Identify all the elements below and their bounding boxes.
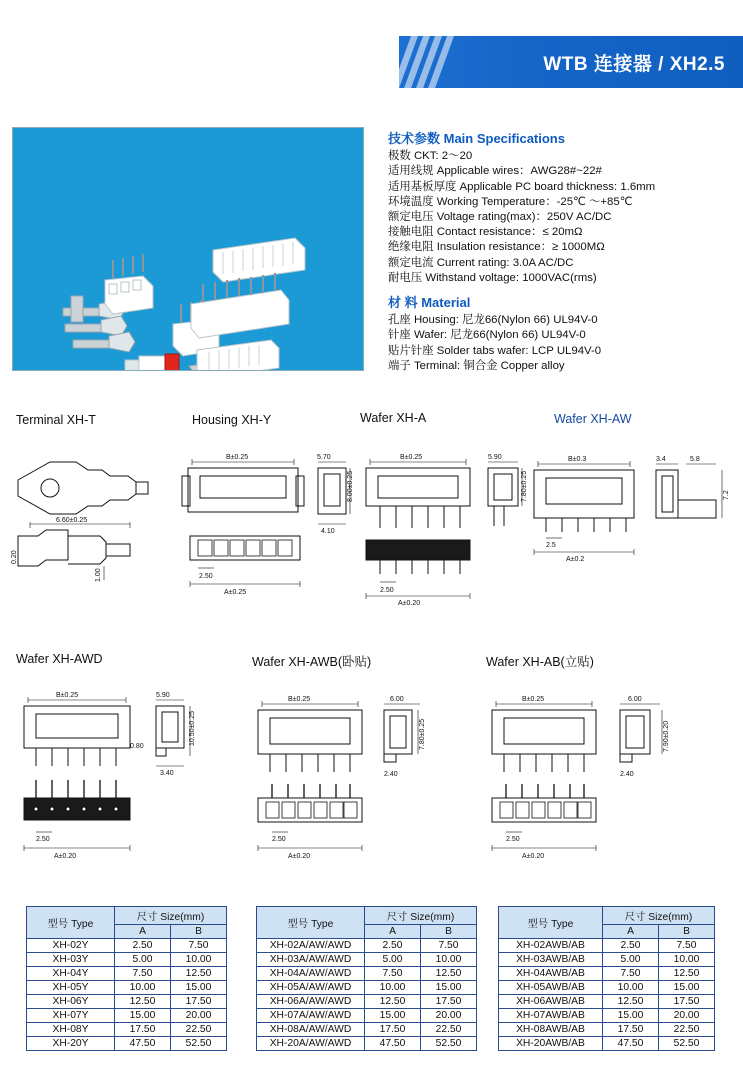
label-wafer-xh-awb: Wafer XH-AWB(卧贴) [252, 655, 372, 669]
svg-text:4.10: 4.10 [321, 528, 335, 535]
svg-text:A±0.25: A±0.25 [224, 589, 247, 596]
cell-type: XH-20AWB/AB [499, 1037, 603, 1051]
table-y [26, 906, 227, 1051]
cell-type: XH-06Y [27, 995, 115, 1009]
table-row [499, 1023, 715, 1037]
material-terminal: 端子 Terminal: 铜合金 Copper alloy [388, 359, 565, 372]
cell-b: 15.00 [659, 981, 715, 995]
cell-type: XH-03AWB/AB [499, 953, 603, 967]
svg-text:2.40: 2.40 [620, 771, 634, 778]
cell-type: XH-07A/AW/AWD [257, 1009, 365, 1023]
cell-b: 52.50 [659, 1037, 715, 1051]
cell-b: 22.50 [171, 1023, 227, 1037]
table-row [499, 1037, 715, 1051]
cell-a: 2.50 [365, 939, 421, 953]
cell-type: XH-20Y [27, 1037, 115, 1051]
cell-type: XH-04AWB/AB [499, 967, 603, 981]
svg-text:A±0.20: A±0.20 [398, 600, 421, 605]
svg-text:6.60±0.25: 6.60±0.25 [56, 517, 88, 524]
table-row [27, 981, 227, 995]
th-b: B [659, 925, 715, 939]
svg-text:A±0.20: A±0.20 [54, 853, 77, 860]
table-row [27, 953, 227, 967]
svg-text:3.4: 3.4 [656, 456, 666, 463]
table-row [27, 967, 227, 981]
cell-a: 47.50 [365, 1037, 421, 1051]
product-photo-panel [12, 127, 364, 371]
table-row [499, 995, 715, 1009]
table-row [257, 939, 477, 953]
material-housing: 孔座 Housing: 尼龙66(Nylon 66) UL94V-0 [388, 314, 598, 327]
cell-a: 2.50 [115, 939, 171, 953]
spec-line-withstand: 耐电压 Withstand voltage: 1000VAC(rms) [388, 271, 597, 284]
svg-text:B±0.25: B±0.25 [522, 696, 545, 703]
cell-a: 17.50 [115, 1023, 171, 1037]
svg-text:2.5: 2.5 [546, 542, 556, 549]
cell-a: 12.50 [115, 995, 171, 1009]
cell-type: XH-02Y [27, 939, 115, 953]
cell-b: 10.00 [421, 953, 477, 967]
table-row [27, 939, 227, 953]
cell-type: XH-05Y [27, 981, 115, 995]
cell-a: 10.00 [603, 981, 659, 995]
label-wafer-xh-awd: Wafer XH-AWD [16, 652, 103, 666]
cell-b: 20.00 [421, 1009, 477, 1023]
table-row [257, 1009, 477, 1023]
cell-type: XH-05AWB/AB [499, 981, 603, 995]
spec-line-insulation: 绝缘电阻 Insulation resistance：≥ 1000MΩ [388, 241, 605, 254]
th-b: B [421, 925, 477, 939]
cell-b: 52.50 [171, 1037, 227, 1051]
material-wafer: 针座 Wafer: 尼龙66(Nylon 66) UL94V-0 [388, 329, 586, 342]
th-size: 尺寸 Size(mm) [603, 907, 715, 925]
cell-type: XH-03A/AW/AWD [257, 953, 365, 967]
table-row [257, 953, 477, 967]
cell-b: 7.50 [421, 939, 477, 953]
cell-type: XH-08Y [27, 1023, 115, 1037]
th-type: 型号 Type [499, 907, 603, 939]
svg-text:2.50: 2.50 [199, 573, 213, 580]
cell-b: 15.00 [421, 981, 477, 995]
cell-b: 17.50 [171, 995, 227, 1009]
cell-b: 10.00 [171, 953, 227, 967]
table-row [499, 981, 715, 995]
th-size: 尺寸 Size(mm) [365, 907, 477, 925]
cell-type: XH-08A/AW/AWD [257, 1023, 365, 1037]
label-housing-xh-y: Housing XH-Y [192, 413, 272, 427]
svg-text:7.80±0.25: 7.80±0.25 [521, 470, 528, 502]
spec-line-temp: 环境温度 Working Temperature：-25℃ ～+85℃ [388, 195, 633, 208]
table-row [27, 995, 227, 1009]
table-row [257, 967, 477, 981]
spec-line-voltage: 额定电压 Voltage rating(max)：250V AC/DC [388, 211, 612, 224]
cell-b: 17.50 [421, 995, 477, 1009]
cell-a: 17.50 [603, 1023, 659, 1037]
cell-a: 5.00 [365, 953, 421, 967]
spec-line-wires: 适用线规 Applicable wires：AWG28#~22# [388, 165, 602, 178]
svg-text:5.70: 5.70 [317, 454, 331, 461]
cell-b: 22.50 [659, 1023, 715, 1037]
svg-text:7.2: 7.2 [723, 490, 730, 500]
cell-b: 12.50 [171, 967, 227, 981]
svg-text:B±0.3: B±0.3 [568, 456, 587, 463]
cell-b: 7.50 [659, 939, 715, 953]
svg-text:2.40: 2.40 [384, 771, 398, 778]
svg-text:3.40: 3.40 [160, 770, 174, 777]
table-aw [256, 906, 477, 1051]
table-row [257, 1037, 477, 1051]
svg-text:5.8: 5.8 [690, 456, 700, 463]
drawing-housing-xh-y [178, 440, 358, 600]
th-a: A [603, 925, 659, 939]
cell-type: XH-06A/AW/AWD [257, 995, 365, 1009]
svg-text:A±0.20: A±0.20 [288, 853, 311, 860]
svg-text:B±0.25: B±0.25 [288, 696, 311, 703]
svg-text:B±0.25: B±0.25 [56, 692, 79, 699]
table-row [499, 953, 715, 967]
cell-b: 12.50 [421, 967, 477, 981]
cell-a: 2.50 [603, 939, 659, 953]
table-row [499, 967, 715, 981]
cell-type: XH-05A/AW/AWD [257, 981, 365, 995]
svg-text:5.90: 5.90 [488, 454, 502, 461]
th-type: 型号 Type [27, 907, 115, 939]
material-solder-tabs: 贴片针座 Solder tabs wafer: LCP UL94V-0 [388, 344, 602, 357]
cell-a: 47.50 [115, 1037, 171, 1051]
cell-type: XH-08AWB/AB [499, 1023, 603, 1037]
table-row [27, 1023, 227, 1037]
svg-text:2.50: 2.50 [272, 836, 286, 843]
cell-type: XH-04Y [27, 967, 115, 981]
cell-b: 17.50 [659, 995, 715, 1009]
cell-a: 7.50 [365, 967, 421, 981]
drawing-wafer-xh-a [352, 440, 532, 605]
table-row [499, 939, 715, 953]
spec-line-ckt: 极数 CKT: 2～20 [388, 150, 473, 163]
cell-type: XH-03Y [27, 953, 115, 967]
cell-type: XH-20A/AW/AWD [257, 1037, 365, 1051]
table-row [27, 1037, 227, 1051]
cell-a: 15.00 [365, 1009, 421, 1023]
cell-a: 7.50 [115, 967, 171, 981]
cell-a: 15.00 [115, 1009, 171, 1023]
svg-text:7.80±0.25: 7.80±0.25 [419, 718, 426, 750]
svg-text:10.50±0.25: 10.50±0.25 [189, 711, 196, 746]
table-row [499, 1009, 715, 1023]
svg-text:6.00: 6.00 [628, 696, 642, 703]
drawing-wafer-xh-awb [244, 680, 464, 880]
th-size: 尺寸 Size(mm) [115, 907, 227, 925]
svg-text:8.00±0.25: 8.00±0.25 [347, 470, 354, 502]
th-b: B [171, 925, 227, 939]
table-row [257, 995, 477, 1009]
cell-a: 5.00 [115, 953, 171, 967]
cell-b: 15.00 [171, 981, 227, 995]
label-wafer-xh-ab: Wafer XH-AB(立贴) [486, 655, 594, 669]
cell-a: 15.00 [603, 1009, 659, 1023]
drawing-wafer-xh-aw [520, 440, 735, 570]
cell-a: 5.00 [603, 953, 659, 967]
specs-heading: 技术参数 Main Specifications [388, 131, 565, 146]
cell-b: 7.50 [171, 939, 227, 953]
cell-a: 10.00 [115, 981, 171, 995]
label-wafer-xh-aw: Wafer XH-AW [554, 412, 632, 426]
banner-stripes [399, 36, 459, 88]
cell-b: 10.00 [659, 953, 715, 967]
specifications-block [388, 131, 736, 374]
cell-type: XH-02AWB/AB [499, 939, 603, 953]
cell-type: XH-06AWB/AB [499, 995, 603, 1009]
cell-a: 7.50 [603, 967, 659, 981]
page-title: WTB 连接器 / XH2.5 [543, 53, 725, 75]
svg-text:7.90±0.20: 7.90±0.20 [663, 720, 670, 752]
svg-text:B±0.25: B±0.25 [226, 454, 249, 461]
table-ab [498, 906, 715, 1051]
table-row [257, 1023, 477, 1037]
th-a: A [115, 925, 171, 939]
cell-a: 12.50 [603, 995, 659, 1009]
cell-type: XH-04A/AW/AWD [257, 967, 365, 981]
label-terminal-xh-t: Terminal XH-T [16, 413, 96, 427]
cell-a: 17.50 [365, 1023, 421, 1037]
th-type: 型号 Type [257, 907, 365, 939]
cell-a: 12.50 [365, 995, 421, 1009]
spec-line-current: 额定电流 Current rating: 3.0A AC/DC [388, 256, 574, 269]
cell-b: 22.50 [421, 1023, 477, 1037]
drawing-wafer-xh-awd [10, 680, 230, 880]
svg-text:2.50: 2.50 [36, 836, 50, 843]
spec-line-pcb: 适用基板厚度 Applicable PC board thickness: 1.6mm [388, 180, 656, 193]
cell-type: XH-07Y [27, 1009, 115, 1023]
svg-text:5.90: 5.90 [156, 692, 170, 699]
cell-a: 47.50 [603, 1037, 659, 1051]
svg-text:2.50: 2.50 [506, 836, 520, 843]
drawing-wafer-xh-ab [478, 680, 708, 880]
svg-text:2.50: 2.50 [380, 587, 394, 594]
cell-type: XH-02A/AW/AWD [257, 939, 365, 953]
svg-text:0.20: 0.20 [11, 550, 18, 564]
table-row [27, 1009, 227, 1023]
cell-b: 20.00 [171, 1009, 227, 1023]
cell-b: 12.50 [659, 967, 715, 981]
svg-text:6.00: 6.00 [390, 696, 404, 703]
material-heading: 材 料 Material [388, 295, 471, 311]
label-wafer-xh-a: Wafer XH-A [360, 411, 427, 425]
cell-type: XH-07AWB/AB [499, 1009, 603, 1023]
svg-text:A±0.20: A±0.20 [522, 853, 545, 860]
cell-b: 20.00 [659, 1009, 715, 1023]
cell-b: 52.50 [421, 1037, 477, 1051]
svg-text:A±0.2: A±0.2 [566, 556, 585, 563]
spec-line-contact-resistance: 接触电阻 Contact resistance：≤ 20mΩ [388, 226, 583, 239]
th-a: A [365, 925, 421, 939]
svg-text:0.80: 0.80 [130, 743, 144, 750]
cell-a: 10.00 [365, 981, 421, 995]
table-row [257, 981, 477, 995]
svg-text:1.00: 1.00 [95, 568, 102, 582]
svg-text:B±0.25: B±0.25 [400, 454, 423, 461]
drawing-terminal-xh-t [10, 440, 180, 600]
